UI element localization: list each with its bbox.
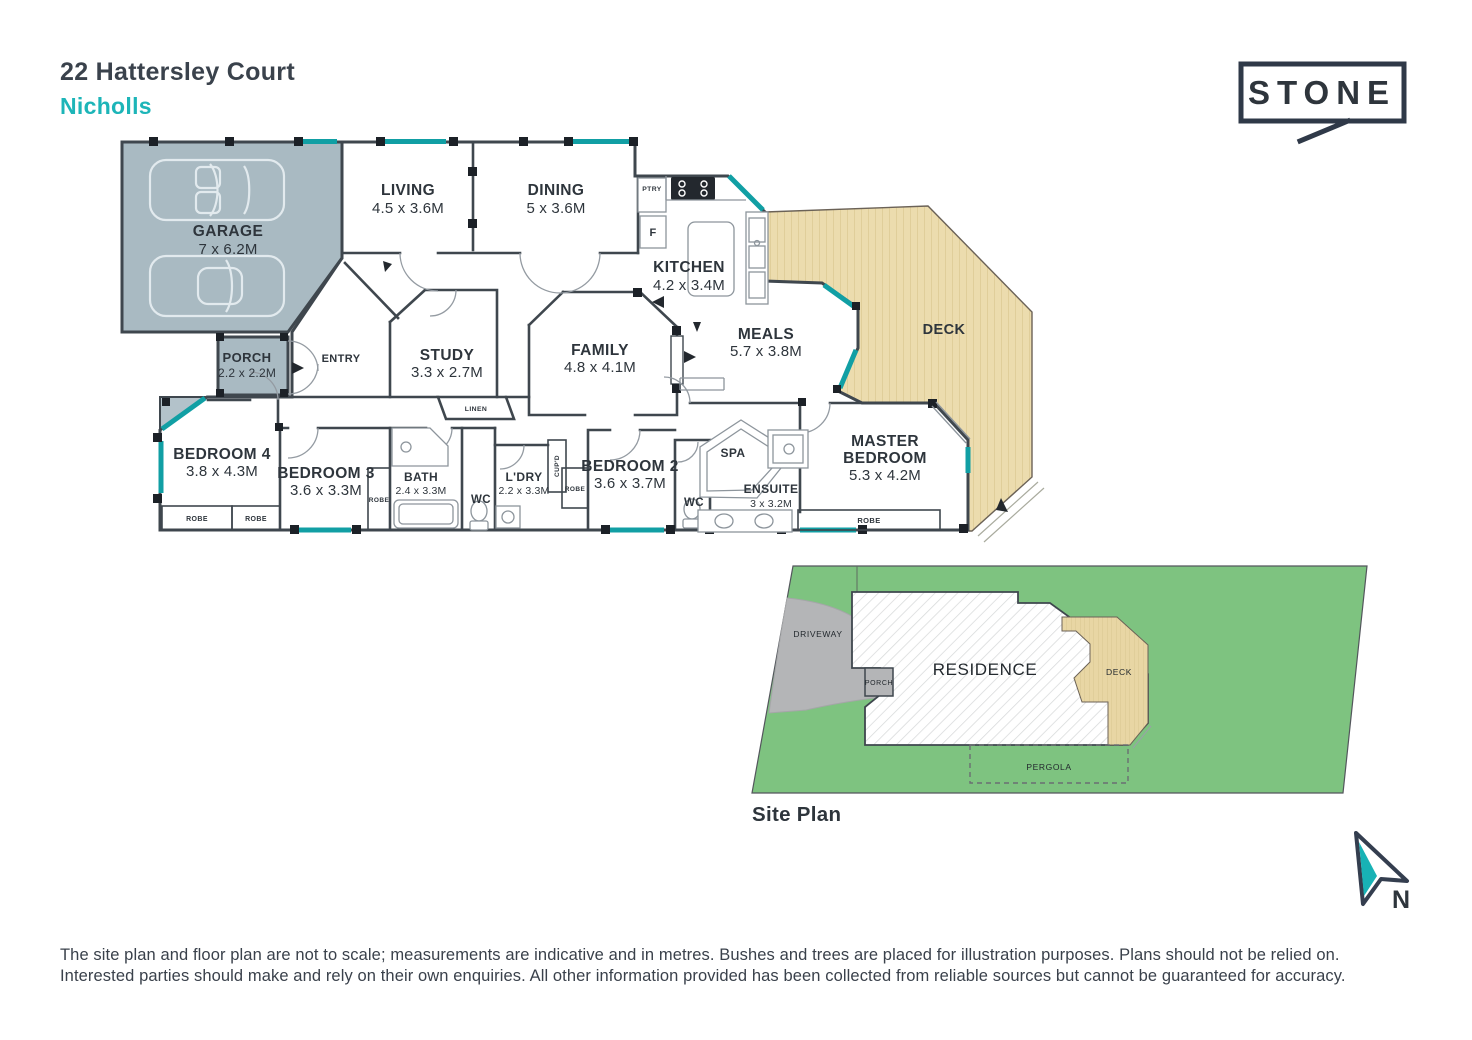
label-entry: ENTRY: [321, 353, 361, 365]
stove-icon: [671, 177, 715, 200]
laundry-trough: [496, 506, 520, 528]
label-robe-5: ROBE: [857, 516, 881, 525]
label-bed2-dims: 3.6 x 3.7M: [593, 475, 667, 492]
pantry-box: [638, 178, 666, 212]
label-bath-dims: 2.4 x 3.3M: [395, 485, 447, 497]
site-plan-title: Site Plan: [752, 803, 842, 826]
label-living-dims: 4.5 x 3.6M: [371, 200, 445, 217]
label-bed3-dims: 3.6 x 3.3M: [289, 482, 363, 499]
label-master-dims: 5.3 x 4.2M: [848, 467, 922, 484]
label-kitchen: KITCHEN: [653, 259, 725, 276]
label-porch-dims: 2.2 x 2.2M: [217, 366, 277, 380]
label-spa: SPA: [720, 446, 746, 460]
north-label: N: [1392, 886, 1411, 914]
label-dining: DINING: [527, 182, 585, 199]
label-family-dims: 4.8 x 4.1M: [563, 359, 637, 376]
label-bed4: BEDROOM 4: [173, 446, 271, 463]
label-bed3: BEDROOM 3: [277, 465, 375, 482]
label-living: LIVING: [380, 182, 436, 199]
site-label-porch: PORCH: [864, 680, 894, 687]
label-dining-dims: 5 x 3.6M: [526, 200, 586, 217]
site-label-residence: RESIDENCE: [932, 660, 1038, 679]
label-garage: GARAGE: [192, 223, 264, 240]
property-suburb: Nicholls: [60, 93, 152, 119]
floor-plan: [122, 137, 1044, 542]
logo-tail: [1300, 121, 1348, 141]
ensuite-shower: [768, 430, 808, 468]
label-robe-2: ROBE: [245, 516, 267, 523]
label-linen: LINEN: [464, 406, 488, 413]
site-label-pergola: PERGOLA: [1026, 762, 1072, 772]
disclaimer-line-1: The site plan and floor plan are not to scale; measurements are indicative and in metres. Bushes and trees are placed for illustration purposes. Plans should not be relied on.: [60, 946, 1340, 964]
label-ensuite-dims: 3 x 3.2M: [750, 498, 792, 510]
disclaimer: [60, 945, 1420, 986]
label-kitchen-dims: 4.2 x 3.4M: [652, 277, 726, 294]
label-robe-3: ROBE: [368, 497, 390, 504]
label-cupd: CUP'D: [554, 455, 561, 477]
site-label-driveway: DRIVEWAY: [793, 629, 843, 639]
label-porch: PORCH: [222, 350, 272, 365]
label-wc1: WC: [471, 494, 491, 506]
label-robe-4: ROBE: [564, 486, 586, 493]
label-robe-1: ROBE: [186, 516, 208, 523]
property-address: 22 Hattersley Court: [60, 58, 295, 86]
label-bath: BATH: [403, 470, 439, 484]
label-garage-dims: 7 x 6.2M: [198, 241, 258, 258]
label-bed4-dims: 3.8 x 4.3M: [185, 463, 259, 480]
label-deck: DECK: [922, 322, 966, 338]
label-family: FAMILY: [571, 342, 629, 359]
label-master-2: BEDROOM: [843, 450, 927, 467]
label-ldry-dims: 2.2 x 3.3M: [498, 485, 550, 497]
logo-text: STONE: [1247, 74, 1397, 111]
label-wc2: WC: [684, 497, 704, 509]
header: [60, 58, 295, 120]
north-arrow: [1356, 833, 1410, 914]
label-master-1: MASTER: [851, 433, 919, 450]
label-bed2: BEDROOM 2: [581, 458, 679, 475]
disclaimer-line-2: Interested parties should make and rely on their own enquiries. All other information provided has been collected from reliable sources but cannot be guaranteed for accuracy.: [60, 966, 1346, 985]
label-fridge: F: [649, 227, 657, 239]
ensuite-vanity: [698, 510, 792, 532]
label-study: STUDY: [419, 347, 475, 364]
stone-logo: [1241, 64, 1404, 141]
label-meals: MEALS: [737, 326, 795, 343]
label-ldry: L'DRY: [505, 470, 543, 484]
label-ensuite: ENSUITE: [743, 482, 799, 496]
label-meals-dims: 5.7 x 3.8M: [729, 343, 803, 360]
site-plan: [752, 566, 1367, 826]
site-label-deck: DECK: [1105, 667, 1133, 677]
label-study-dims: 3.3 x 2.7M: [410, 364, 484, 381]
label-ptry: PTRY: [642, 186, 662, 193]
fireplace: [671, 336, 683, 384]
